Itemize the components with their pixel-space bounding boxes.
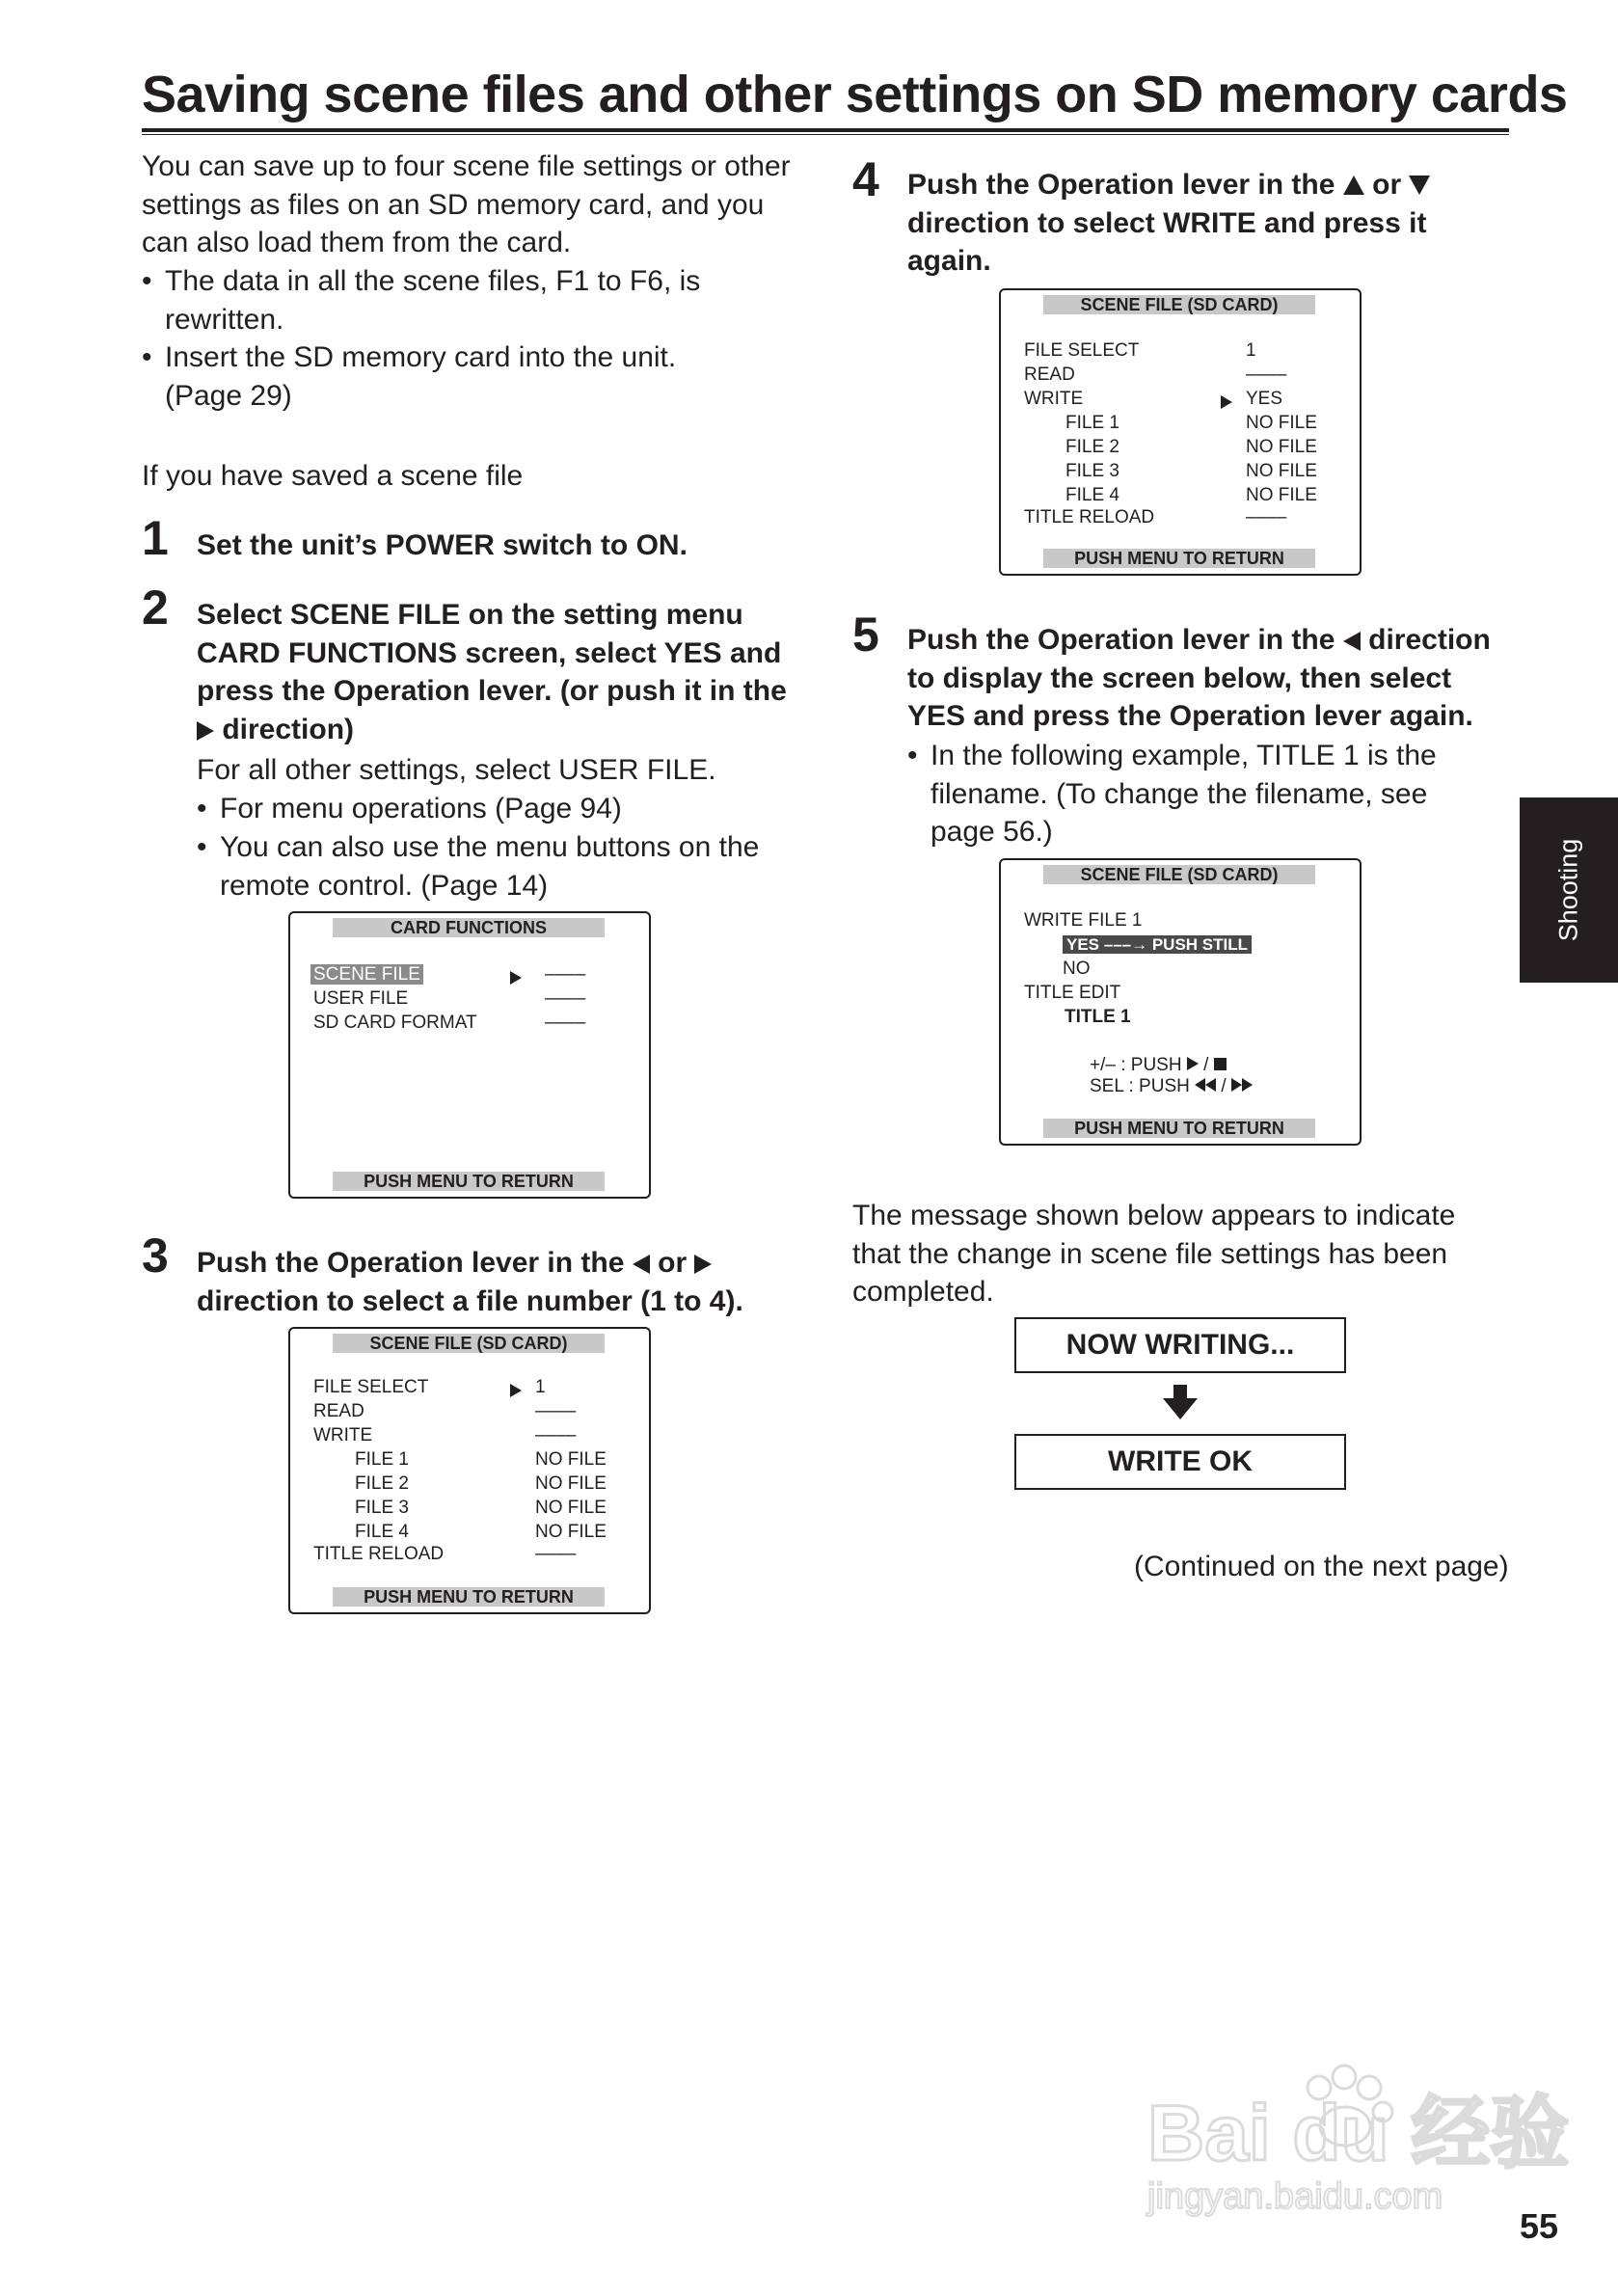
menu-value: –––– bbox=[1246, 507, 1287, 527]
intro-bullet-insert-card: • Insert the SD memory card into the unit. (Page 29) bbox=[142, 338, 676, 415]
menu-item-file-3: FILE 3 bbox=[1065, 461, 1119, 481]
fast-forward-icon bbox=[1231, 1074, 1253, 1098]
page-title: Saving scene files and other settings on SD memory cards bbox=[142, 66, 1568, 123]
write-file-label: WRITE FILE 1 bbox=[1024, 910, 1143, 931]
now-writing-message: NOW WRITING... bbox=[1014, 1317, 1346, 1373]
completion-paragraph: The message shown below appears to indicate that the change in scene file settings has been completed. bbox=[852, 1200, 1456, 1308]
menu-item-file-select: FILE SELECT bbox=[313, 1377, 429, 1397]
screen-footer: PUSH MENU TO RETURN bbox=[1043, 1119, 1315, 1138]
menu-item-file-4: FILE 4 bbox=[355, 1522, 409, 1542]
step-3-text: Push the Operation lever in the or direction to select a file number (1 to 4). bbox=[197, 1247, 743, 1317]
menu-item-write: WRITE bbox=[313, 1425, 373, 1445]
step-3-number: 3 bbox=[142, 1229, 169, 1283]
step-5-number: 5 bbox=[852, 608, 879, 662]
step-4-text: Push the Operation lever in the or direction to select WRITE and press it again. bbox=[907, 166, 1430, 281]
menu-item-file-select: FILE SELECT bbox=[1024, 340, 1140, 361]
menu-value: 1 bbox=[1246, 340, 1256, 361]
scene-file-screen-step3 bbox=[288, 1327, 651, 1614]
menu-value: YES bbox=[1246, 389, 1283, 409]
menu-item-read: READ bbox=[313, 1401, 364, 1421]
screen-footer: PUSH MENU TO RETURN bbox=[333, 1172, 605, 1191]
menu-item-file-2: FILE 2 bbox=[355, 1473, 409, 1494]
screen-header: SCENE FILE (SD CARD) bbox=[1043, 865, 1315, 884]
write-ok-message: WRITE OK bbox=[1014, 1434, 1346, 1490]
cursor-arrow-icon bbox=[510, 1380, 522, 1404]
menu-item-title-reload: TITLE RELOAD bbox=[313, 1544, 445, 1564]
cursor-arrow-icon bbox=[510, 967, 522, 991]
step-1-text: Set the unit’s POWER switch to ON. bbox=[197, 529, 688, 561]
cursor-arrow-icon bbox=[1221, 392, 1232, 416]
menu-value: –––– bbox=[545, 988, 586, 1009]
right-arrow-icon bbox=[197, 721, 214, 741]
menu-value: –––– bbox=[1246, 365, 1287, 385]
scene-file-screen-step4 bbox=[999, 288, 1362, 576]
screen-header: SCENE FILE (SD CARD) bbox=[333, 1334, 605, 1353]
left-arrow-icon bbox=[1343, 632, 1361, 651]
screen-footer: PUSH MENU TO RETURN bbox=[333, 1587, 605, 1607]
menu-value: –––– bbox=[545, 964, 586, 985]
step-2-note: For all other settings, select USER FILE. bbox=[197, 754, 716, 786]
rewind-icon bbox=[1195, 1074, 1216, 1098]
watermark-url: jingyan.baidu.com bbox=[1147, 2176, 1443, 2217]
step-2-text: Select SCENE FILE on the setting menu CARD FUNCTIONS screen, select YES and press the Operation lever. (or push it in the direction) bbox=[197, 599, 787, 745]
title-rule-thin bbox=[142, 134, 1509, 135]
title-edit-label: TITLE EDIT bbox=[1024, 983, 1121, 1003]
step-2-bullet-remote: • You can also use the menu buttons on the remote control. (Page 14) bbox=[197, 828, 759, 905]
left-arrow-icon bbox=[633, 1255, 650, 1274]
title-rule bbox=[142, 128, 1509, 132]
baidu-watermark bbox=[1147, 2054, 1570, 2223]
menu-item-file-3: FILE 3 bbox=[355, 1498, 409, 1518]
menu-value: NO FILE bbox=[535, 1473, 607, 1494]
menu-value: 1 bbox=[535, 1377, 546, 1397]
menu-value: –––– bbox=[535, 1401, 577, 1421]
yes-option: YES –––→ PUSH STILL bbox=[1063, 932, 1252, 957]
step-2-bullet-menu-ops: • For menu operations (Page 94) bbox=[197, 790, 622, 828]
menu-item-title-reload: TITLE RELOAD bbox=[1024, 507, 1155, 527]
menu-item-sd-card-format: SD CARD FORMAT bbox=[313, 1013, 477, 1033]
sel-hint: SEL : PUSH / bbox=[1090, 1074, 1253, 1098]
title-1-value: TITLE 1 bbox=[1065, 1007, 1131, 1027]
plus-minus-hint: +/– : PUSH / bbox=[1090, 1053, 1227, 1077]
up-arrow-icon bbox=[1343, 176, 1364, 195]
menu-value: NO FILE bbox=[535, 1522, 607, 1542]
menu-value: NO FILE bbox=[1246, 413, 1317, 433]
step-4-number: 4 bbox=[852, 152, 879, 206]
card-functions-screen bbox=[288, 911, 651, 1199]
step-5-bullet-example: • In the following example, TITLE 1 is the filename. (To change the filename, see page 56.) bbox=[907, 737, 1437, 851]
step-5-text: Push the Operation lever in the direction to display the screen below, then select YES and press the Operation lever again. bbox=[907, 624, 1491, 732]
menu-item-user-file: USER FILE bbox=[313, 988, 409, 1009]
menu-item-file-2: FILE 2 bbox=[1065, 437, 1119, 457]
intro-paragraph: You can save up to four scene file settings or other settings as files on an SD memory card, and you can also load them from the card. bbox=[142, 150, 791, 258]
step-2-number: 2 bbox=[142, 581, 169, 635]
menu-item-read: READ bbox=[1024, 365, 1075, 385]
menu-value: –––– bbox=[535, 1425, 577, 1445]
menu-value: –––– bbox=[535, 1544, 577, 1564]
menu-value: NO FILE bbox=[1246, 485, 1317, 505]
menu-item-file-4: FILE 4 bbox=[1065, 485, 1119, 505]
down-arrow-icon bbox=[1163, 1385, 1198, 1424]
no-option: NO bbox=[1063, 959, 1091, 979]
menu-item-file-1: FILE 1 bbox=[355, 1449, 409, 1470]
menu-item-write: WRITE bbox=[1024, 389, 1084, 409]
menu-value: –––– bbox=[545, 1013, 586, 1033]
section-tab bbox=[1520, 797, 1618, 983]
watermark-logo-text: Bai du 经验 bbox=[1147, 2090, 1570, 2177]
scene-file-screen-step5 bbox=[999, 858, 1362, 1146]
if-saved-heading: If you have saved a scene file bbox=[142, 460, 524, 492]
menu-value: NO FILE bbox=[1246, 437, 1317, 457]
step-1-number: 1 bbox=[142, 511, 169, 565]
page-number: 55 bbox=[1520, 2206, 1559, 2246]
intro-bullet-rewritten: • The data in all the scene files, F1 to F6, is rewritten. bbox=[142, 262, 700, 338]
menu-item-scene-file: SCENE FILE bbox=[313, 962, 423, 986]
screen-header: SCENE FILE (SD CARD) bbox=[1043, 295, 1315, 314]
menu-item-file-1: FILE 1 bbox=[1065, 413, 1119, 433]
screen-header: CARD FUNCTIONS bbox=[333, 918, 605, 937]
menu-value: NO FILE bbox=[535, 1449, 607, 1470]
stop-icon bbox=[1214, 1058, 1227, 1070]
play-icon bbox=[1187, 1057, 1199, 1070]
continued-note: (Continued on the next page) bbox=[1134, 1551, 1509, 1582]
menu-value: NO FILE bbox=[535, 1498, 607, 1518]
right-arrow-icon bbox=[694, 1255, 712, 1274]
screen-footer: PUSH MENU TO RETURN bbox=[1043, 549, 1315, 568]
menu-value: NO FILE bbox=[1246, 461, 1317, 481]
down-arrow-icon bbox=[1409, 176, 1430, 195]
section-tab-label: Shooting bbox=[1553, 838, 1583, 942]
